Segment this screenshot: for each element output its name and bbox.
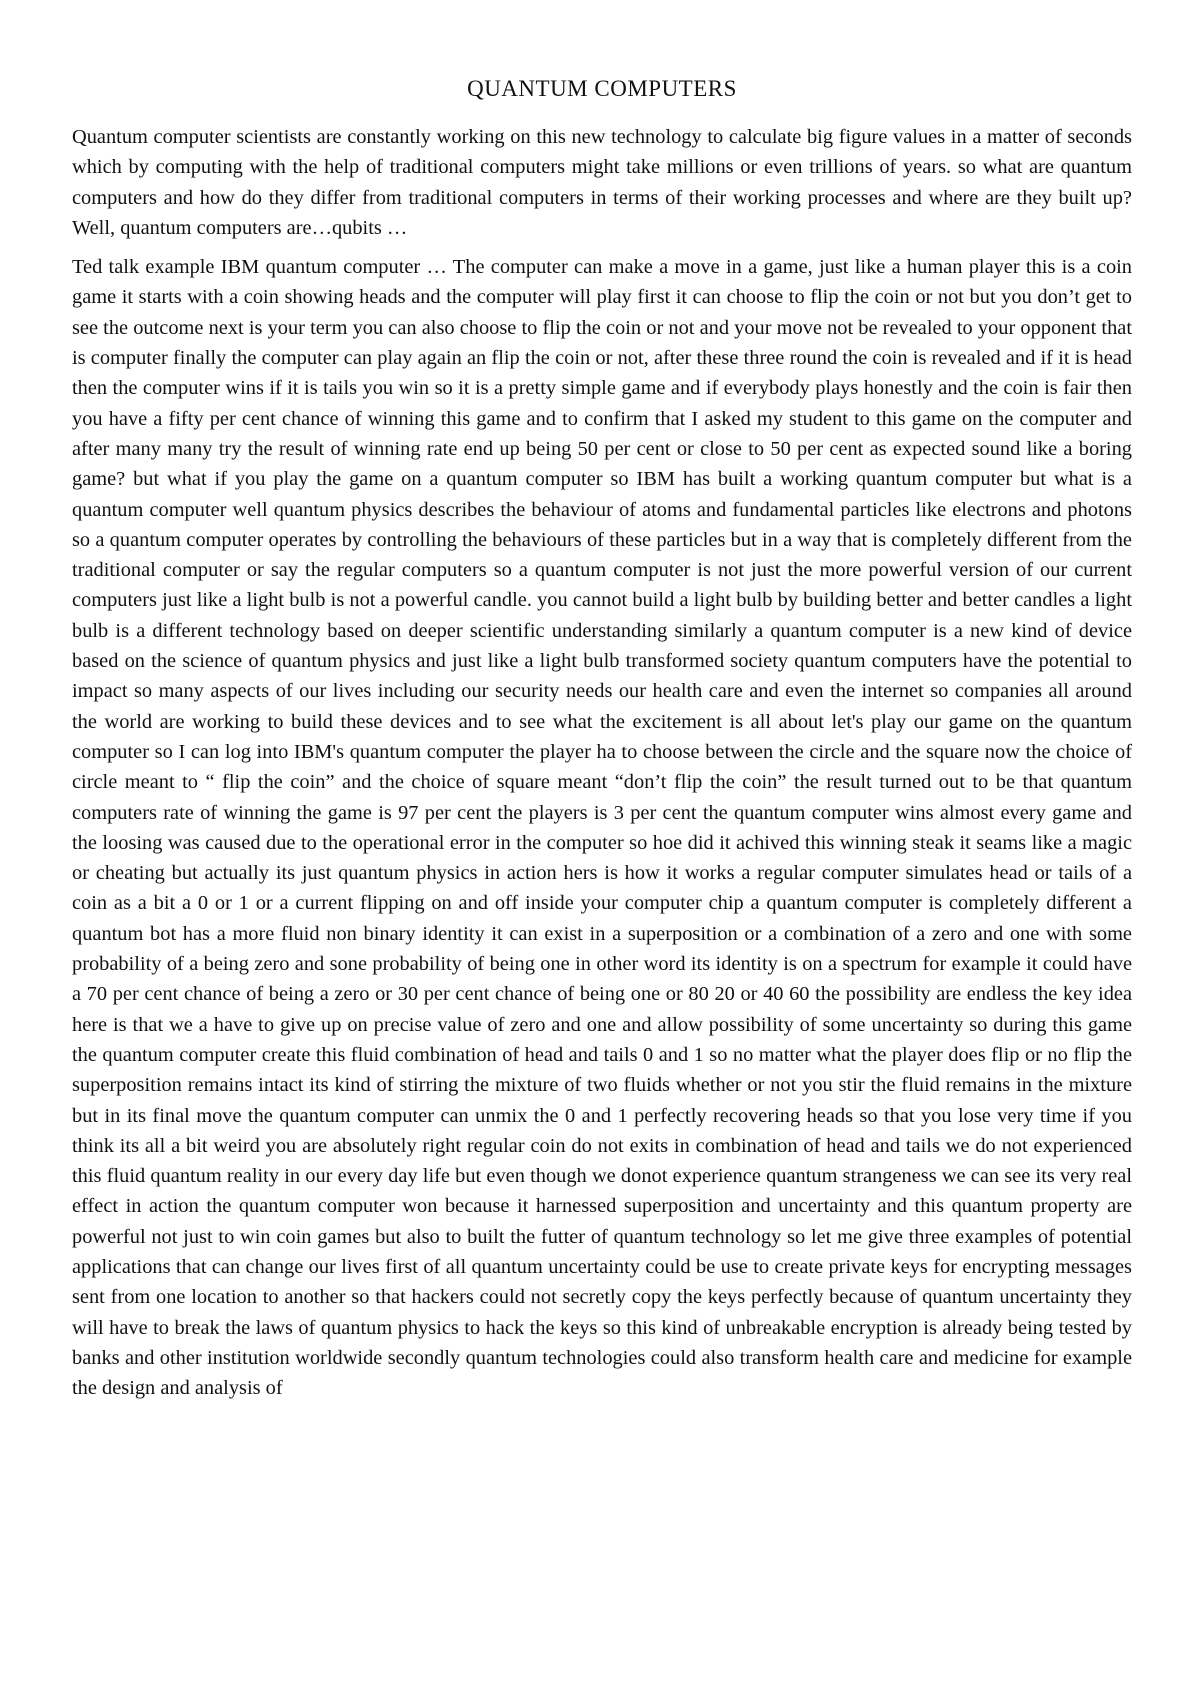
document-page [72,76,1132,1412]
body-paragraph: Ted talk example IBM quantum computer … The computer can make a move in a game, just like a human player this is a coin game it starts with a coin showing heads and the computer will play first it can choose to flip the coin or not but you don’t get to see the outcome next is your term you can also choose to flip the coin or not and your move not be revealed to your opponent that is computer finally the computer can play again an flip the coin or not, after these three round the coin is revealed and if it is head then the computer wins if it is tails you win so it is a pretty simple game and if everybody plays honestly and the coin is fair then you have a fifty per cent chance of winning this game and to confirm that I asked my student to this game on the computer and after many many try the result of winning rate end up being 50 per cent or close to 50 per cent as expected sound like a boring game? but what if you play the game on a quantum computer so IBM has built a working quantum computer but what is a quantum computer well quantum physics describes the behaviour of atoms and fundamental particles like electrons and photons so a quantum computer operates by controlling the behaviours of these particles but in a way that is completely different from the traditional computer or say the regular computers so a quantum computer is not just the more powerful version of our current computers just like a light bulb is not a powerful candle. you cannot build a light bulb by building better and better candles a light bulb is a different technology based on deeper scientific understanding similarly a quantum computer is a new kind of device based on the science of quantum physics and just like a light bulb transformed society quantum computers have the potential to impact so many aspects of our lives including our security needs our health care and even the internet so companies all around the world are working to build these devices and to see what the excitement is all about let's play our game on the quantum computer so I can log into IBM's quantum computer the player ha to choose between the circle and the square now the choice of circle meant to “ flip the coin” and the choice of square meant “don’t flip the coin” the result turned out to be that quantum computers rate of winning the game is 97 per cent the players is 3 per cent the quantum computer wins almost every game and the loosing was caused due to the operational error in the computer so hoe did it achived this winning steak it seams like a magic or cheating but actually its just quantum physics in action hers is how it works a regular computer simulates head or tails of a coin as a bit a 0 or 1 or a current flipping on and off inside your computer chip a quantum computer is completely different a quantum bot has a more fluid non binary identity it can exist in a superposition or a combination of a zero and one with some probability of a being zero and sone probability of being one in other word its identity is on a spectrum for example it could have a 70 per cent chance of being a zero or 30 per cent chance of being one or 80 20 or 40 60 the possibility are endless the key idea here is that we a have to give up on precise value of zero and one and allow possibility of some uncertainty so during this game the quantum computer create this fluid combination of head and tails 0 and 1 so no matter what the player does flip or no flip the superposition remains intact its kind of stirring the mixture of two fluids whether or not you stir the fluid remains in the mixture but in its final move the quantum computer can unmix the 0 and 1 perfectly recovering heads so that you lose very time if you think its all a bit weird you are absolutely right regular coin do not exits in combination of head and tails we do not experienced this fluid quantum reality in our every day life but even though we donot experience quantum strangeness we can see its very real effect in action the quantum computer won because it harnessed superposition and uncertainty and this quantum property are powerful not just to win coin games but also to built the futter of quantum technology so let me give three examples of potential applications that can change our lives first of all quantum uncertainty could be use to create private keys for encrypting messages sent from one location to another so that hackers could not secretly copy the keys perfectly because of quantum uncertainty they will have to break the laws of quantum physics to hack the keys so this kind of unbreakable encryption is already being tested by banks and other institution worldwide secondly quantum technologies could also transform health care and medicine for example the design and analysis of [72,256,1132,1400]
intro-paragraph: Quantum computer scientists are constantly working on this new technology to calculate big figure values in a matter of seconds which by computing with the help of traditional computers might take millions or even trillions of years. so what are quantum computers and how do they differ from traditional computers in terms of their working processes and where are they built up? Well, quantum computers are…qubits … [72,126,1132,239]
document-title: QUANTUM COMPUTERS [467,76,737,101]
